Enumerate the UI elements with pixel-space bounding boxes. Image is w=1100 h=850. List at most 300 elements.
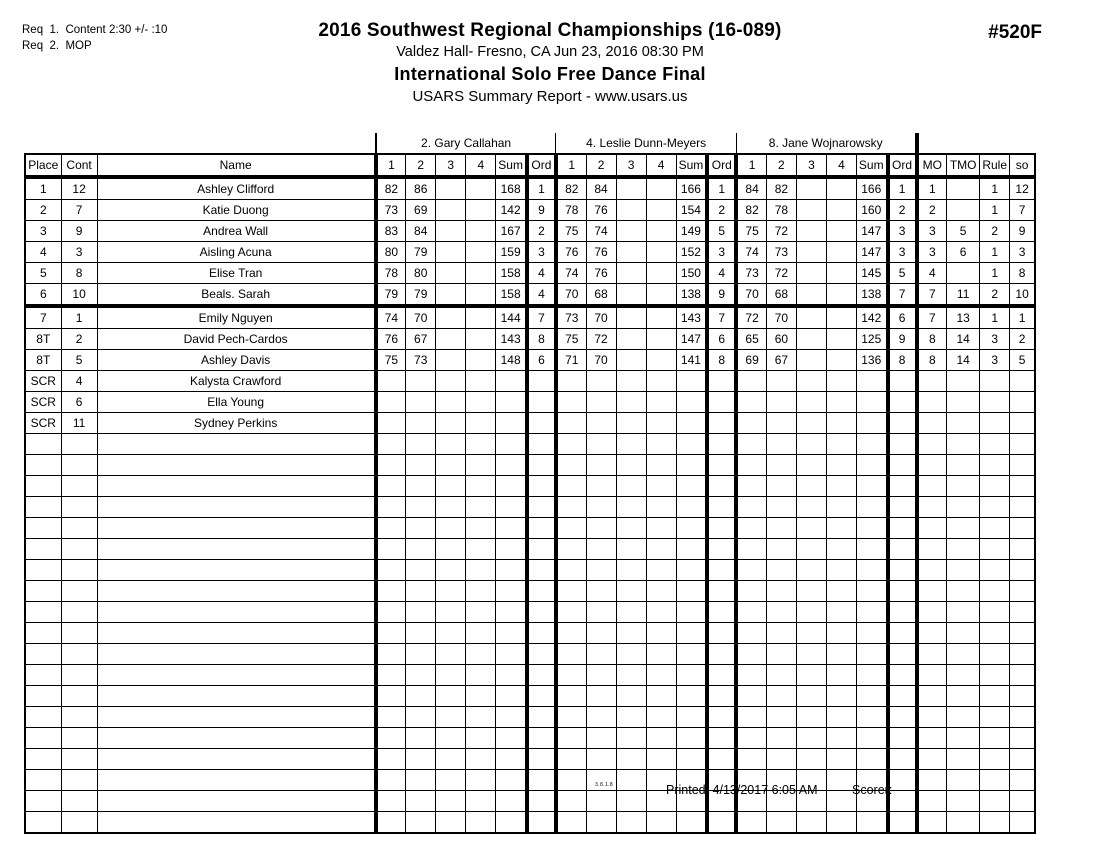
table-row-empty[interactable] (25, 665, 1035, 686)
cell-j1-score-3 (436, 812, 466, 834)
cell-j3-score-3 (796, 200, 826, 221)
table-row-empty[interactable] (25, 581, 1035, 602)
cell-j3-score-3 (796, 350, 826, 371)
cell-j3-score-2 (766, 602, 796, 623)
cell-j3-score-1 (736, 581, 766, 602)
cell-name (97, 455, 376, 476)
cell-mo (917, 392, 947, 413)
cell-j3-score-4 (826, 329, 856, 350)
cell-mo: 2 (917, 200, 947, 221)
col-header-j3-sum: Sum (856, 154, 887, 177)
cell-name (97, 728, 376, 749)
cell-j3-ord: 1 (888, 177, 917, 200)
cell-j3-score-3 (796, 371, 826, 392)
cell-j1-score-1 (376, 707, 406, 728)
cell-j3-ord (888, 665, 917, 686)
cell-j3-ord (888, 707, 917, 728)
cell-j1-ord (527, 602, 556, 623)
cell-j1-score-1 (376, 518, 406, 539)
cell-j2-score-3 (616, 329, 646, 350)
cell-mo (917, 476, 947, 497)
table-row[interactable] (25, 263, 1035, 284)
cell-j2-score-1 (556, 518, 586, 539)
cell-j2-score-2: 72 (586, 329, 616, 350)
cell-rule (980, 728, 1010, 749)
cell-j2-sum (676, 686, 707, 707)
cell-j3-score-1: 82 (736, 200, 766, 221)
cell-j2-score-2 (586, 476, 616, 497)
cell-j3-sum (856, 728, 887, 749)
cell-place: 5 (25, 263, 61, 284)
cell-mo: 8 (917, 329, 947, 350)
cell-j1-sum: 143 (496, 329, 527, 350)
cell-name (97, 749, 376, 770)
cell-j3-score-1 (736, 413, 766, 434)
cell-j2-sum: 147 (676, 329, 707, 350)
cell-j1-sum: 144 (496, 306, 527, 329)
cell-j1-score-2: 80 (406, 263, 436, 284)
cell-name: David Pech-Cardos (97, 329, 376, 350)
cell-rule (980, 560, 1010, 581)
col-header-place: Place (25, 154, 61, 177)
col-header-rule: Rule (980, 154, 1010, 177)
cell-j2-sum: 149 (676, 221, 707, 242)
cell-j3-score-4 (826, 539, 856, 560)
table-row[interactable] (25, 221, 1035, 242)
cell-j1-ord: 8 (527, 329, 556, 350)
cell-j1-sum: 168 (496, 177, 527, 200)
cell-j3-sum (856, 707, 887, 728)
table-row-empty[interactable] (25, 602, 1035, 623)
col-header-cont: Cont (61, 154, 97, 177)
cell-cont (61, 623, 97, 644)
cell-so (1010, 371, 1035, 392)
col-header-j2-1: 1 (556, 154, 586, 177)
cell-tmo (947, 263, 980, 284)
cell-j2-score-1 (556, 371, 586, 392)
cell-j2-ord (707, 560, 736, 581)
table-row-empty[interactable] (25, 686, 1035, 707)
cell-name: Elise Tran (97, 263, 376, 284)
cell-j1-sum (496, 518, 527, 539)
cell-j2-sum: 138 (676, 284, 707, 307)
table-row-empty[interactable] (25, 497, 1035, 518)
cell-place (25, 686, 61, 707)
cell-j2-score-4 (646, 371, 676, 392)
cell-j3-score-2 (766, 644, 796, 665)
cell-j2-score-1 (556, 665, 586, 686)
cell-place (25, 707, 61, 728)
cell-tmo (947, 602, 980, 623)
cell-tmo (947, 518, 980, 539)
table-row[interactable] (25, 242, 1035, 263)
cell-j2-score-3 (616, 770, 646, 791)
cell-j2-score-2 (586, 581, 616, 602)
cell-j3-score-4 (826, 350, 856, 371)
cell-j2-score-1: 74 (556, 263, 586, 284)
cell-j2-score-4 (646, 686, 676, 707)
cell-j1-ord (527, 476, 556, 497)
cell-j1-score-2 (406, 581, 436, 602)
cell-j1-ord (527, 623, 556, 644)
cell-j2-score-4 (646, 623, 676, 644)
cell-j1-score-2 (406, 476, 436, 497)
cell-j1-ord: 2 (527, 221, 556, 242)
cell-j1-score-2: 73 (406, 350, 436, 371)
cell-j2-sum (676, 518, 707, 539)
col-header-j2-sum: Sum (676, 154, 707, 177)
cell-j1-score-2 (406, 413, 436, 434)
table-row[interactable] (25, 177, 1035, 200)
cell-j2-score-3 (616, 791, 646, 812)
cell-j1-score-2 (406, 644, 436, 665)
venue-datetime: Valdez Hall- Fresno, CA Jun 23, 2016 08:30 PM (396, 44, 704, 60)
cell-name: Sydney Perkins (97, 413, 376, 434)
cell-j1-score-1: 80 (376, 242, 406, 263)
cell-j3-ord (888, 539, 917, 560)
cell-j2-ord (707, 644, 736, 665)
cell-j1-sum (496, 413, 527, 434)
table-row[interactable] (25, 200, 1035, 221)
cell-j3-score-4 (826, 497, 856, 518)
cell-j1-score-2: 70 (406, 306, 436, 329)
cell-j3-score-3 (796, 392, 826, 413)
cell-j3-score-2 (766, 812, 796, 834)
cell-j2-score-2 (586, 455, 616, 476)
cell-j2-score-2 (586, 392, 616, 413)
cell-j3-sum (856, 455, 887, 476)
cell-j3-score-1: 74 (736, 242, 766, 263)
cell-name (97, 812, 376, 834)
cell-rule (980, 539, 1010, 560)
cell-j1-ord (527, 686, 556, 707)
cell-j1-score-4 (466, 392, 496, 413)
cell-j2-score-4 (646, 602, 676, 623)
cell-mo (917, 455, 947, 476)
cell-place (25, 455, 61, 476)
cell-j3-sum: 147 (856, 221, 887, 242)
col-header-j1-2: 2 (406, 154, 436, 177)
cell-j1-score-3 (436, 623, 466, 644)
cell-j1-score-2 (406, 371, 436, 392)
cell-j1-ord: 3 (527, 242, 556, 263)
cell-mo (917, 434, 947, 455)
cell-j1-score-3 (436, 686, 466, 707)
cell-j2-score-4 (646, 518, 676, 539)
cell-rule (980, 602, 1010, 623)
table-row-empty[interactable] (25, 812, 1035, 834)
table-row[interactable] (25, 284, 1035, 307)
cell-name: Ashley Clifford (97, 177, 376, 200)
cell-tmo (947, 560, 980, 581)
cell-cont: 6 (61, 392, 97, 413)
cell-j2-score-3 (616, 623, 646, 644)
cell-j3-score-4 (826, 560, 856, 581)
judge-header-1: 2. Gary Callahan (376, 133, 556, 154)
cell-j3-score-3 (796, 749, 826, 770)
cell-j3-ord (888, 371, 917, 392)
table-row[interactable] (25, 371, 1035, 392)
cell-name: Ashley Davis (97, 350, 376, 371)
cell-j3-score-3 (796, 434, 826, 455)
cell-j2-score-2 (586, 707, 616, 728)
cell-j2-ord: 1 (707, 177, 736, 200)
cell-j1-ord (527, 644, 556, 665)
cell-j1-sum (496, 539, 527, 560)
cell-rule: 1 (980, 263, 1010, 284)
cell-j1-score-1: 79 (376, 284, 406, 307)
cell-tmo (947, 392, 980, 413)
cell-j1-ord (527, 455, 556, 476)
table-row-empty[interactable] (25, 518, 1035, 539)
cell-j1-ord (527, 707, 556, 728)
cell-j2-score-3 (616, 434, 646, 455)
cell-so: 1 (1010, 306, 1035, 329)
table-row[interactable] (25, 329, 1035, 350)
cell-j1-ord (527, 665, 556, 686)
cell-tmo (947, 177, 980, 200)
cell-mo: 3 (917, 221, 947, 242)
cell-j1-score-3 (436, 350, 466, 371)
cell-j3-ord (888, 560, 917, 581)
cell-j3-ord (888, 476, 917, 497)
table-row-empty[interactable] (25, 539, 1035, 560)
cell-cont (61, 749, 97, 770)
cell-j2-score-2 (586, 497, 616, 518)
cell-j1-score-3 (436, 518, 466, 539)
cell-cont (61, 518, 97, 539)
cell-j1-score-4 (466, 455, 496, 476)
cell-j1-score-4 (466, 560, 496, 581)
table-row[interactable] (25, 350, 1035, 371)
cell-j2-score-2: 68 (586, 284, 616, 307)
table-row-empty[interactable] (25, 476, 1035, 497)
cell-j1-score-4 (466, 770, 496, 791)
cell-j2-score-1 (556, 686, 586, 707)
cell-j2-sum (676, 665, 707, 686)
cell-j2-ord (707, 728, 736, 749)
cell-j2-score-1: 70 (556, 284, 586, 307)
cell-cont (61, 791, 97, 812)
cell-j1-sum (496, 434, 527, 455)
cell-j3-score-3 (796, 455, 826, 476)
cell-tmo (947, 770, 980, 791)
table-row-empty[interactable] (25, 749, 1035, 770)
cell-name (97, 770, 376, 791)
cell-j1-score-3 (436, 200, 466, 221)
cell-j3-score-3 (796, 329, 826, 350)
cell-j1-ord (527, 392, 556, 413)
cell-j2-score-1 (556, 581, 586, 602)
cell-j1-score-4 (466, 749, 496, 770)
cell-tmo (947, 476, 980, 497)
cell-j1-ord: 7 (527, 306, 556, 329)
cell-rule: 2 (980, 284, 1010, 307)
cell-j2-sum (676, 455, 707, 476)
cell-j2-score-3 (616, 350, 646, 371)
cell-j3-score-1 (736, 812, 766, 834)
cell-j3-score-2 (766, 581, 796, 602)
cell-name (97, 707, 376, 728)
cell-j1-score-4 (466, 707, 496, 728)
cell-so: 12 (1010, 177, 1035, 200)
cell-tmo: 14 (947, 329, 980, 350)
cell-j1-score-1: 73 (376, 200, 406, 221)
cell-j3-ord (888, 686, 917, 707)
cell-mo (917, 581, 947, 602)
cell-j1-sum (496, 812, 527, 834)
cell-j1-score-1: 75 (376, 350, 406, 371)
cell-j3-score-4 (826, 455, 856, 476)
table-row-empty[interactable] (25, 455, 1035, 476)
cell-j1-sum (496, 476, 527, 497)
cell-j1-ord: 9 (527, 200, 556, 221)
cell-j2-score-4 (646, 560, 676, 581)
cell-j1-score-4 (466, 476, 496, 497)
cell-mo (917, 539, 947, 560)
cell-j1-score-3 (436, 306, 466, 329)
cell-j1-ord (527, 413, 556, 434)
cell-so (1010, 644, 1035, 665)
cell-cont (61, 476, 97, 497)
cell-place (25, 728, 61, 749)
cell-j1-sum: 158 (496, 284, 527, 307)
cell-j2-score-2 (586, 644, 616, 665)
cell-tmo: 6 (947, 242, 980, 263)
cell-j1-score-4 (466, 686, 496, 707)
table-row[interactable] (25, 306, 1035, 329)
col-header-j1-sum: Sum (496, 154, 527, 177)
cell-j1-score-2 (406, 518, 436, 539)
cell-name (97, 665, 376, 686)
cell-j3-score-1 (736, 392, 766, 413)
cell-j3-ord: 3 (888, 221, 917, 242)
cell-j2-score-1 (556, 749, 586, 770)
cell-j2-score-4 (646, 221, 676, 242)
cell-j2-score-3 (616, 413, 646, 434)
cell-j1-sum (496, 497, 527, 518)
cell-j1-score-3 (436, 791, 466, 812)
table-row[interactable] (25, 392, 1035, 413)
cell-j2-score-1 (556, 539, 586, 560)
cell-j2-sum (676, 392, 707, 413)
cell-j1-score-4 (466, 263, 496, 284)
table-row-empty[interactable] (25, 728, 1035, 749)
cell-j1-score-2 (406, 560, 436, 581)
cell-j1-ord: 1 (527, 177, 556, 200)
cell-j1-score-4 (466, 539, 496, 560)
cell-j2-ord: 8 (707, 350, 736, 371)
cell-j1-ord (527, 770, 556, 791)
cell-j2-score-1: 78 (556, 200, 586, 221)
table-row[interactable] (25, 413, 1035, 434)
cell-j2-score-2 (586, 749, 616, 770)
cell-j3-sum (856, 371, 887, 392)
table-row-empty[interactable] (25, 560, 1035, 581)
cell-cont: 7 (61, 200, 97, 221)
cell-rule (980, 812, 1010, 834)
cell-j3-ord (888, 602, 917, 623)
table-row-empty[interactable] (25, 644, 1035, 665)
cell-j2-score-1 (556, 812, 586, 834)
cell-j3-score-4 (826, 812, 856, 834)
cell-so: 7 (1010, 200, 1035, 221)
cell-name (97, 434, 376, 455)
cell-j3-score-1 (736, 686, 766, 707)
cell-j3-score-2: 73 (766, 242, 796, 263)
cell-place (25, 812, 61, 834)
cell-tmo (947, 812, 980, 834)
cell-place (25, 434, 61, 455)
cell-j2-score-4 (646, 200, 676, 221)
cell-rule (980, 686, 1010, 707)
cell-j2-score-1: 75 (556, 329, 586, 350)
cell-j3-score-2 (766, 476, 796, 497)
cell-j3-score-2 (766, 455, 796, 476)
cell-j1-score-1 (376, 623, 406, 644)
cell-j1-score-2: 86 (406, 177, 436, 200)
cell-tmo (947, 728, 980, 749)
cell-j3-score-1 (736, 476, 766, 497)
col-header-j3-ord: Ord (888, 154, 917, 177)
cell-cont (61, 707, 97, 728)
col-header-j2-2: 2 (586, 154, 616, 177)
cell-j2-score-3 (616, 263, 646, 284)
cell-j1-score-1 (376, 749, 406, 770)
cell-name (97, 539, 376, 560)
cell-j2-score-4 (646, 812, 676, 834)
cell-j1-score-2: 79 (406, 242, 436, 263)
cell-j2-score-3 (616, 518, 646, 539)
cell-j1-score-3 (436, 371, 466, 392)
cell-j2-score-1 (556, 476, 586, 497)
cell-mo (917, 413, 947, 434)
cell-j3-score-3 (796, 560, 826, 581)
cell-j3-score-2: 60 (766, 329, 796, 350)
cell-j1-score-2 (406, 686, 436, 707)
cell-j2-sum (676, 623, 707, 644)
cell-name (97, 686, 376, 707)
cell-j2-ord (707, 749, 736, 770)
table-row-empty[interactable] (25, 707, 1035, 728)
cell-j1-score-4 (466, 518, 496, 539)
cell-rule (980, 644, 1010, 665)
cell-j2-ord (707, 665, 736, 686)
cell-rule (980, 791, 1010, 812)
event-number: #520F (988, 22, 1042, 43)
cell-j2-score-3 (616, 644, 646, 665)
cell-j3-sum (856, 812, 887, 834)
cell-j2-ord (707, 686, 736, 707)
cell-so: 8 (1010, 263, 1035, 284)
cell-j2-score-4 (646, 284, 676, 307)
cell-j2-score-3 (616, 581, 646, 602)
cell-j1-score-1 (376, 476, 406, 497)
cell-j3-sum: 125 (856, 329, 887, 350)
cell-j1-score-1 (376, 602, 406, 623)
cell-place: 4 (25, 242, 61, 263)
cell-place (25, 791, 61, 812)
cell-name: Aisling Acuna (97, 242, 376, 263)
cell-rule (980, 434, 1010, 455)
table-row-empty[interactable] (25, 623, 1035, 644)
cell-name: Kalysta Crawford (97, 371, 376, 392)
table-row-empty[interactable] (25, 434, 1035, 455)
cell-j2-score-4 (646, 413, 676, 434)
cell-j1-score-2 (406, 707, 436, 728)
cell-j1-score-4 (466, 329, 496, 350)
cell-j2-score-1: 71 (556, 350, 586, 371)
